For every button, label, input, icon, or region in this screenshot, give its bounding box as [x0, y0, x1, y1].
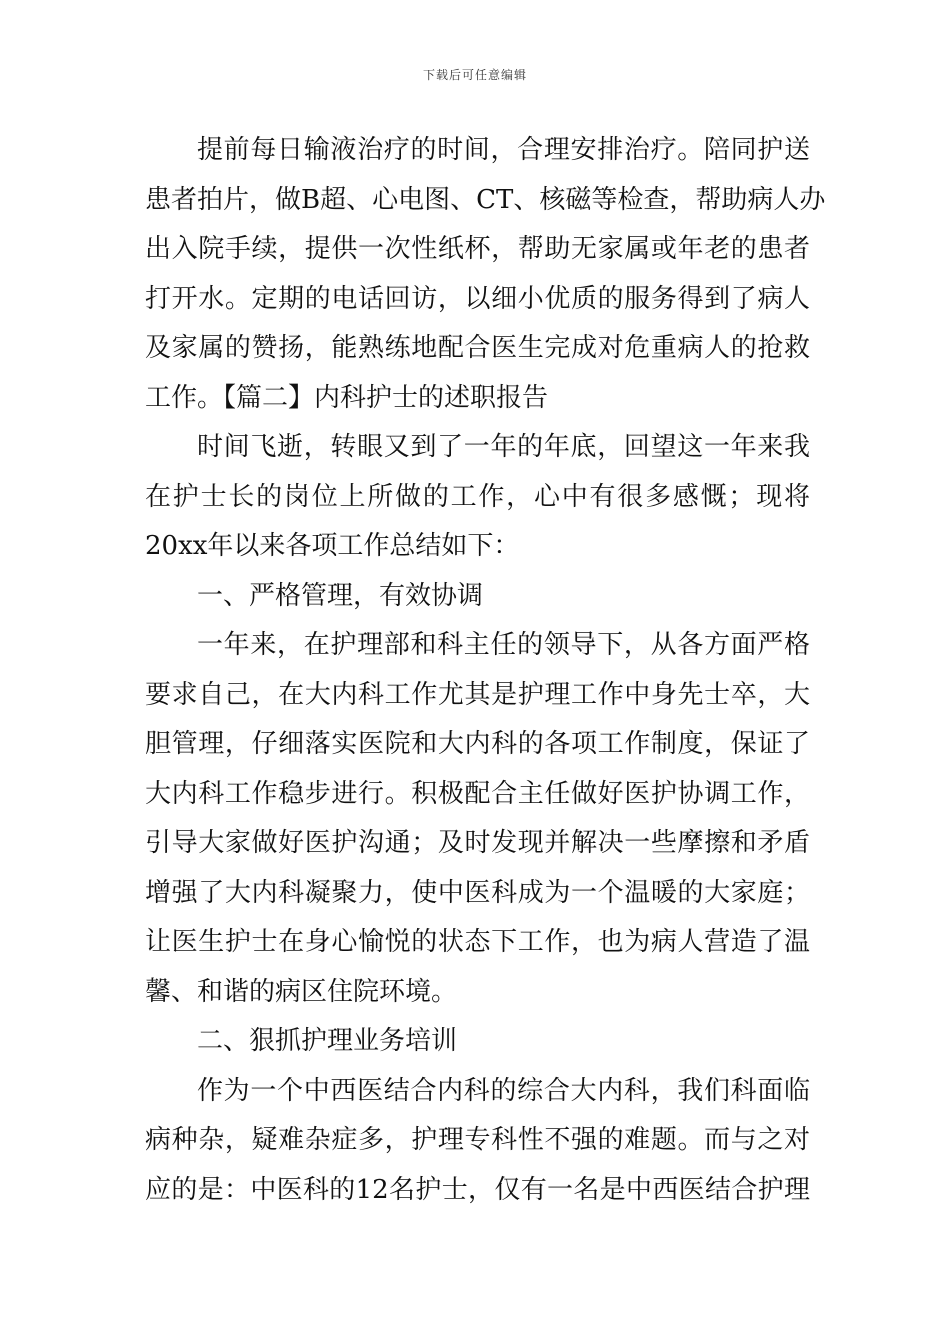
text-line: 应的是：中医科的12名护士，仅有一名是中西医结合护理 — [145, 1174, 810, 1205]
text-line: 工作。【篇二】内科护士的述职报告 — [145, 382, 549, 413]
text-line: 出入院手续，提供一次性纸杯，帮助无家属或年老的患者 — [145, 234, 810, 264]
text-line: 增强了大内科凝聚力，使中医科成为一个温暖的大家庭； — [145, 877, 810, 908]
text-line: 病种杂，疑难杂症多，护理专科性不强的难题。而与之对 — [145, 1125, 810, 1155]
text-line: 作为一个中西医结合内科的综合大内科，我们科面临 — [197, 1075, 810, 1106]
text-line: 时间飞逝，转眼又到了一年的年底，回望这一年来我 — [197, 432, 810, 462]
text-line: 让医生护士在身心愉悦的状态下工作，也为病人营造了温 — [145, 927, 810, 957]
text-line: 患者拍片，做B超、心电图、CT、核磁等检查，帮助病人办 — [145, 184, 826, 215]
text-line: 20xx年以来各项工作总结如下： — [145, 531, 520, 561]
text-line: 要求自己，在大内科工作尤其是护理工作中身先士卒，大 — [145, 679, 810, 710]
text-line: 大内科工作稳步进行。积极配合主任做好医护协调工作， — [145, 778, 810, 809]
text-line: 及家属的赞扬，能熟练地配合医生完成对危重病人的抢救 — [145, 333, 810, 363]
section-heading: 一、严格管理，有效协调 — [197, 580, 484, 611]
text-line: 馨、和谐的病区住院环境。 — [145, 976, 458, 1007]
text-line: 引导大家做好医护沟通；及时发现并解决一些摩擦和矛盾 — [145, 828, 810, 858]
text-line: 胆管理，仔细落实医院和大内科的各项工作制度，保证了 — [145, 729, 810, 759]
text-line: 在护士长的岗位上所做的工作，心中有很多感慨；现将 — [145, 481, 810, 512]
section-heading: 二、狠抓护理业务培训 — [197, 1026, 458, 1056]
document-body — [145, 126, 826, 1215]
text-line: 提前每日输液治疗的时间，合理安排治疗。陪同护送 — [197, 135, 810, 165]
text-line: 一年来，在护理部和科主任的领导下，从各方面严格 — [197, 630, 810, 660]
page-header-note: 下载后可任意编辑 — [422, 68, 527, 82]
text-line: 打开水。定期的电话回访，以细小优质的服务得到了病人 — [145, 283, 810, 314]
